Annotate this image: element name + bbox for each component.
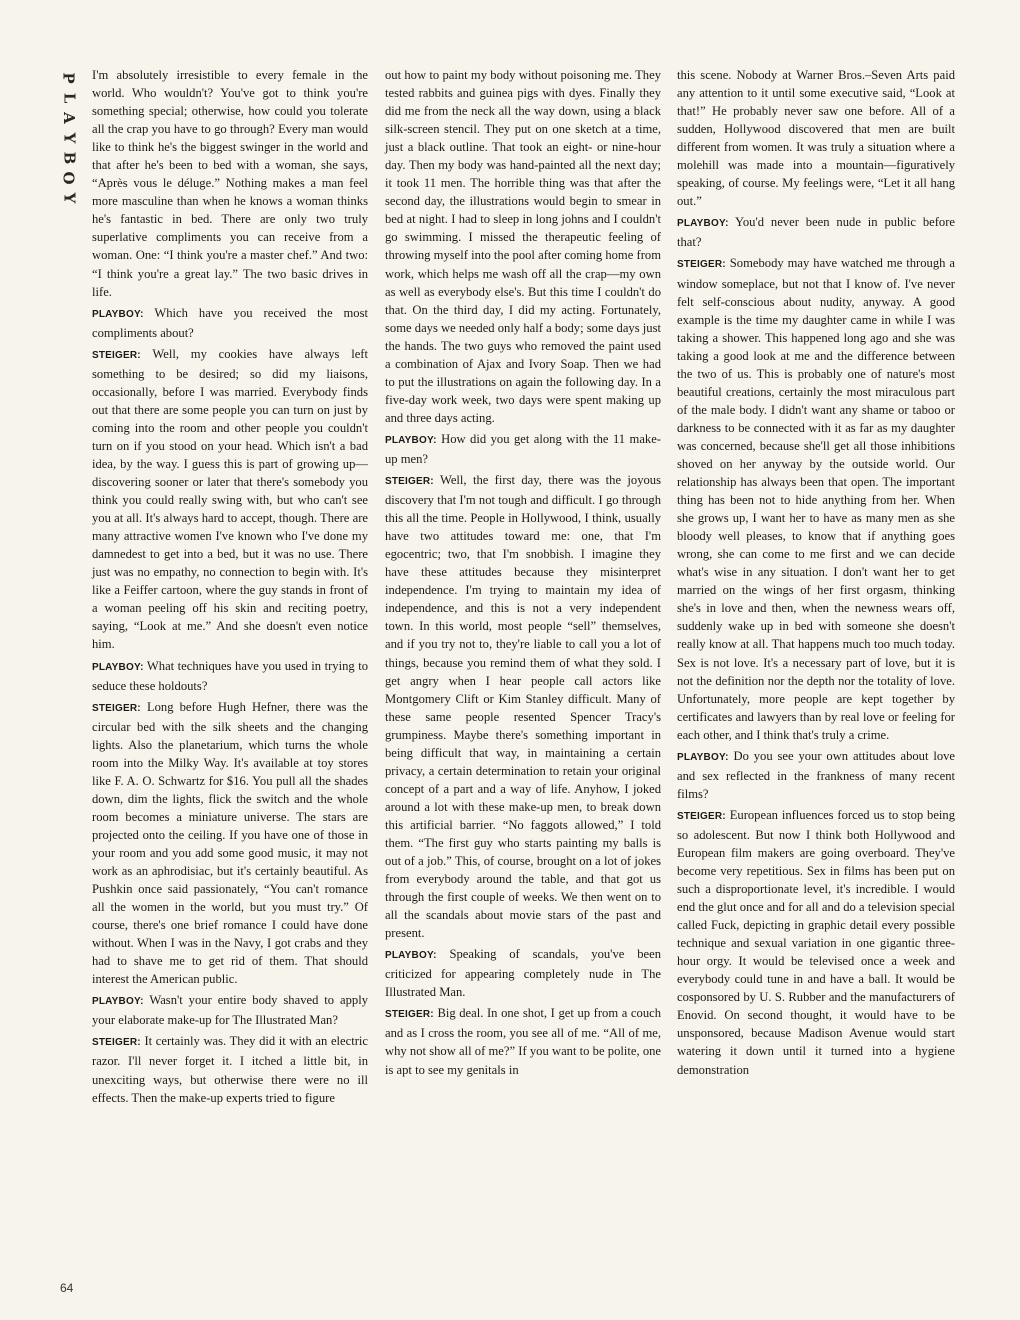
speaker-label: PLAYBOY: <box>677 751 729 763</box>
speaker-label: PLAYBOY: <box>92 661 144 673</box>
interview-paragraph <box>677 747 955 803</box>
interview-paragraph <box>677 806 955 1079</box>
interview-paragraph <box>385 471 661 942</box>
interview-paragraph <box>385 1004 661 1078</box>
interview-paragraph <box>92 657 368 695</box>
interview-paragraph <box>92 345 368 654</box>
interview-paragraph <box>92 698 368 989</box>
logo-letter: L <box>59 92 78 104</box>
interview-paragraph <box>92 304 368 342</box>
page-number: 64 <box>60 1281 74 1295</box>
interview-paragraph-continued <box>92 66 368 301</box>
speaker-label: STEIGER: <box>92 702 141 714</box>
speaker-label: STEIGER: <box>385 476 434 488</box>
text-column-1 <box>92 66 368 1110</box>
speaker-label: STEIGER: <box>92 349 141 361</box>
logo-letter: P <box>60 72 78 84</box>
paragraph-text: Somebody may have watched me through a window someplace, but not that I know of. I've never felt self-conscious about nudity, anyway. A good example is the time my daughter came in while I was taking a shower. This happened long ago and she was taking a good look at me and the difference between the two of us. This is probably one of nature's most beautiful creations, certainly the most miraculous part of the male body. I didn't want any shame or taboo or darkness to be connected with it as far as my daughter was concerned, because she'll get all those inhibitions shoved on her anyway by the outside world. Our relationship has always been that open. The important thing has been not to hide anything from her. When she grows up, I want her to have as many men as she bloody well pleases, to know that if anything goes wrong, she can come to me first and we can decide what's wise in any situation. I don't want her to get married on the wings of her first orgasm, thinking she's in love and then, when the newness wears off, suddenly wake up in bed with someone she doesn't really know at all. That happens much too much today. Sex is not love. It's a necessary part of love, but it is not the definition nor the depth nor the totality of love. Unfortunately, more people are kept together by certificates and lawyers than by real love or feeling for each other, and I think that's truly a crime. <box>677 256 955 742</box>
magazine-logo-vertical <box>58 68 80 208</box>
text-column-3 <box>677 66 955 1082</box>
paragraph-text: Big deal. In one shot, I get up from a couch and as I cross the room, you see all of me. “All of me, why not show all of me?” If you want to be polite, one is apt to see my genitals in <box>385 1006 662 1077</box>
interview-paragraph <box>92 991 368 1029</box>
speaker-label: PLAYBOY: <box>385 434 437 446</box>
paragraph-text: Which have you received the most compliments about? <box>92 305 369 340</box>
interview-paragraph <box>677 254 955 743</box>
speaker-label: PLAYBOY: <box>677 218 729 230</box>
speaker-label: PLAYBOY: <box>92 308 144 320</box>
paragraph-text: How did you get along with the 11 make-up men? <box>385 431 661 466</box>
logo-letter: O <box>59 171 78 185</box>
paragraph-text: What techniques have you used in trying to seduce these holdouts? <box>92 658 368 693</box>
paragraph-text: Wasn't your entire body shaved to apply your elaborate make-up for The Illustrated Man? <box>92 993 368 1028</box>
text-column-2 <box>385 66 661 1082</box>
interview-paragraph <box>385 430 661 468</box>
interview-paragraph-continued <box>385 66 661 427</box>
paragraph-text: Well, the first day, there was the joyous discovery that I'm not tough and difficult. I go through this all the time. People in Hollywood, I think, usually have two attitudes toward me: one, that I'm egocentric; two, that I'm snobbish. I imagine they have these attitudes because they misinterpret independence. I'm trying to maintain my idea of independence, and this is not a very independent town. In this world, most people “sell” themselves, and if you try not to, they're liable to call you a lot of things, because you remind them of what they sold. I get angry when I hear people call actors like Montgomery Clift or Kim Stanley difficult. Many of these same people resented Spencer Tracy's grumpiness. Maybe there's something important in being difficult that way, in maintaining a certain privacy, a certain determination to retain your original concept of a part and a way of life. Anyhow, I joked around a lot with these make-up men, to break down this artificial barrier. “No faggots allowed,” I told them. “The first guy who starts painting my balls is out of a job.” This, of course, brought on a lot of jokes from everybody around the table, and that got us through the first couple of weeks. We then went on to all the scandals about movie stars of the past and present. <box>385 473 661 941</box>
interview-paragraph <box>92 1032 368 1106</box>
speaker-label: STEIGER: <box>677 259 726 271</box>
logo-letter: A <box>59 112 78 124</box>
paragraph-text: You'd never been nude in public before that? <box>677 215 955 250</box>
speaker-label: STEIGER: <box>385 1009 434 1021</box>
interview-paragraph <box>677 213 955 251</box>
paragraph-text: I'm absolutely irresistible to every female in the world. Who wouldn't? You've got to think you're something special; otherwise, how could you tolerate all the crap you have to go through? Every man would like to think he's the biggest swinger in the world and that after he's been to bed with a woman, she says, “Après vous le déluge.” Nothing makes a man feel more masculine than when he knows a woman thinks he's fantastic in bed. There are only two truly superlative compliments you can receive from a woman. One: “I think you're a master chef.” And two: “I think you're a great lay.” The two basic drives in life. <box>92 68 368 299</box>
paragraph-text: Long before Hugh Hefner, there was the circular bed with the silk sheets and the changing lights. Also the planetarium, which turns the whole room into the Milky Way. It's available at toy stores like F. A. O. Schwartz for $16. You pull all the shades down, dim the lights, flick the switch and the whole room becomes a miniature universe. The stars are projected onto the ceiling. If you have one of those in your room and you add some good music, it may not work as an aphrodisiac, but it's certainly beautiful. As Pushkin once said passionately, “You can't romance all the women in the world, but you must try.” Of course, there's one brief romance I could have done without. When I was in the Navy, I got crabs and they had to shave me to get rid of them. That should interest the American public. <box>92 699 368 987</box>
speaker-label: STEIGER: <box>677 810 726 822</box>
paragraph-text: It certainly was. They did it with an electric razor. I'll never forget it. I itched a little bit, in unexciting ways, but otherwise there were no ill effects. Then the make-up experts tried to figure <box>92 1034 368 1105</box>
logo-letter: Y <box>60 192 78 204</box>
paragraph-text: Well, my cookies have always left something to be desired; so did my liaisons, occasionally, before I was married. Everybody finds out that there are some people you can turn on just by coming into the room and other people you couldn't turn on if you stood on your head. Which isn't a bad idea, by the way. I guess this is part of growing up—discovering sooner or later that there's somebody you think you could really swing with, but who can't see you at all. It's always hard to accept, though. There are many attractive women I've known who I've done my damnedest to get into a bed, but it was no use. There just was no empathy, no connection to begin with. It's like a Feiffer cartoon, where the guy stands in front of a woman peeling off his skin and reciting poetry, saying, “Look at me.” And she doesn't even notice him. <box>92 346 368 652</box>
speaker-label: PLAYBOY: <box>385 950 437 962</box>
interview-paragraph-continued <box>677 66 955 210</box>
speaker-label: PLAYBOY: <box>92 996 144 1008</box>
logo-letter: B <box>60 151 78 165</box>
paragraph-text: European influences forced us to stop being so adolescent. But now I think both Hollywood and European film makers are going overboard. They've become very repetitious. Sex in films has been put on such a disproportionate level, it's incredible. I would end the glut once and for all and do a television special called Fuck, depicting in graphic detail every possible technique and sexual variation in one gigantic three-hour orgy. It would be televised once a week and everybody could tune in and have a ball. It would be cosponsored by U. S. Rubber and the manufacturers of Enovid. On second thought, it would have to be unsponsored, because Madison Avenue would start watering it down until it turned into a hygiene demonstration <box>677 807 955 1077</box>
paragraph-text: Do you see your own attitudes about love and sex reflected in the frankness of many recent films? <box>677 748 955 801</box>
speaker-label: STEIGER: <box>92 1037 141 1049</box>
paragraph-text: this scene. Nobody at Warner Bros.–Seven Arts paid any attention to it until some executive said, “Look at that!” He probably never saw one before. All of a sudden, Hollywood discovered that men are built different from women. It was truly a situation where a molehill was made into a mountain—figuratively speaking, of course. My feelings were, “Let it all hang out.” <box>677 68 955 209</box>
paragraph-text: Speaking of scandals, you've been criticized for appearing completely nude in The Illustrated Man. <box>385 947 661 1000</box>
paragraph-text: out how to paint my body without poisoning me. They tested rabbits and guinea pigs with dyes. Finally they did me from the neck all the way down, using a black silk-screen stencil. They put on one sketch at a time, just a black outline. That took an eight- or nine-hour day. Then my body was hand-painted all the next day; it took 11 men. The horrible thing was that after the second day, the illustrations would begin to smear in bed at night. I had to sleep in long johns and I couldn't go swimming. I missed the therapeutic feeling of throwing myself into the pool after coming home from work, which helps me wash off all the crap—my own as well as everybody else's. But this time I couldn't do that. On the third day, I did my acting. Fortunately, some days we needed only half a body; some days just the hands. The two guys who removed the paint used a combination of Ajax and Ivory Soap. Then we had to put the illustrations on again the following day. In a five-day work week, two days were spent making up and three days acting. <box>385 68 661 425</box>
interview-paragraph <box>385 945 661 1001</box>
logo-letter: Y <box>60 132 78 144</box>
